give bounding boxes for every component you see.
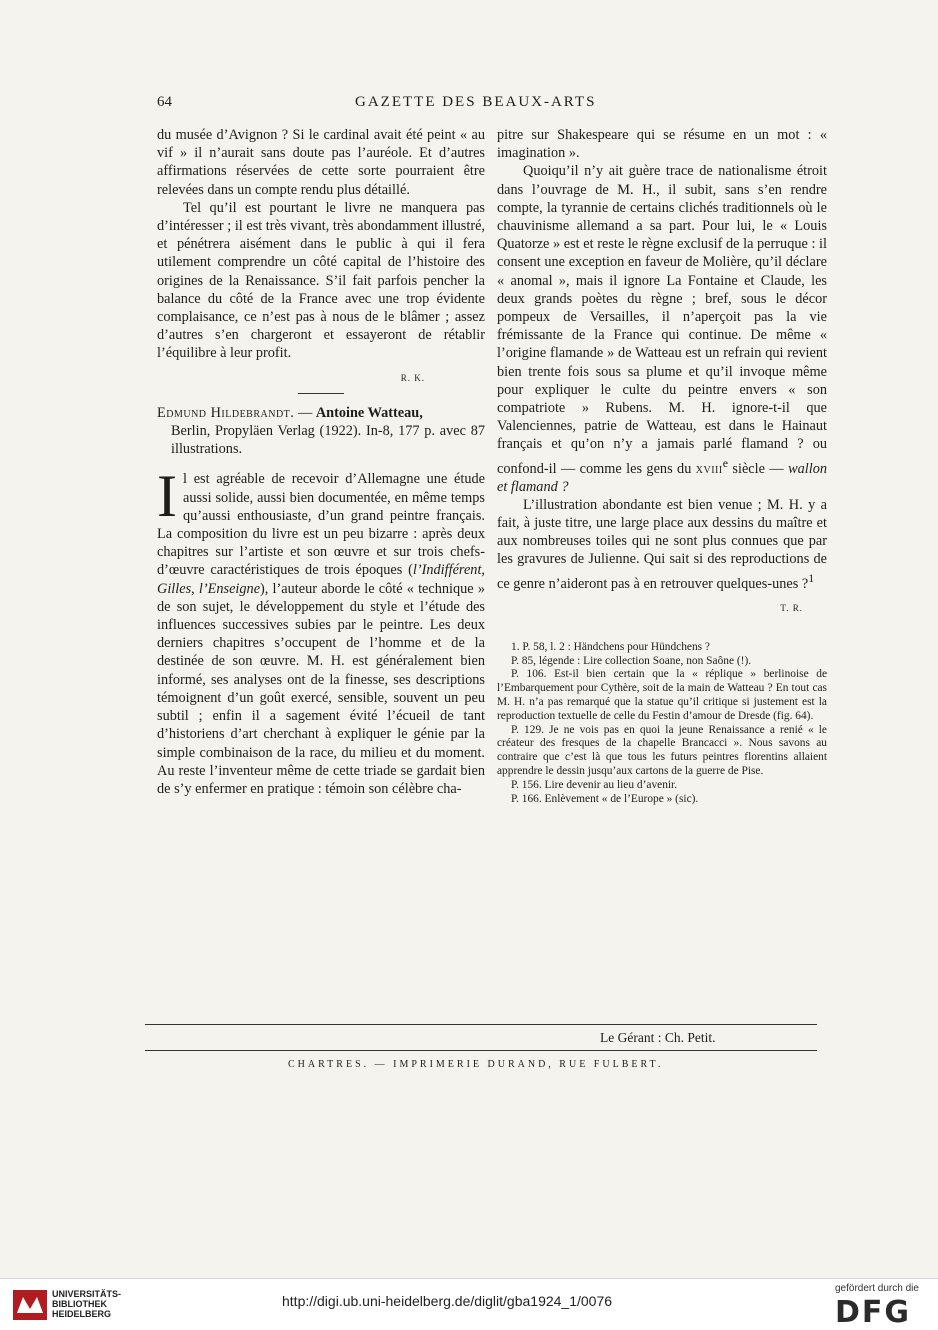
paragraph-mid: siècle — [728,460,789,477]
footnote-marker: 1 [808,570,815,585]
left-paragraph-1: du musée d’Avignon ? Si le cardinal avait été peint « au vif » il n’aurait sans doute pas l’auréole. Et d’autres affirmations réservées de cette sorte pourraient être relevées dans un compte rendu plus détaillé. [157,127,485,198]
footnote-6: P. 166. Enlèvement « de l’Europe » (sic). [511,792,699,805]
library-line-1: UNIVERSITÄTS- [52,1289,122,1299]
century-numeral: xviii [695,460,723,477]
paragraph-3-italic: l’Indifférent, Gilles, l’Enseigne [157,562,485,597]
right-column [497,126,827,806]
footnote-1: 1. P. 58, l. 2 : Händchens pour Hündchens ? [511,640,710,653]
left-paragraph-3 [157,463,485,798]
printer-line: CHARTRES. — IMPRIMERIE DURAND, RUE FULBERT. [288,1059,664,1070]
entry-author: Edmund Hildebrandt. [157,404,295,421]
library-seal-icon [12,1289,48,1321]
footnote-5: P. 156. Lire devenir au lieu d’avenir. [511,778,678,791]
signature-rk: R. K. [400,372,425,383]
library-line-3: HEIDELBERG [52,1309,112,1319]
right-paragraph-3 [497,496,827,593]
footnotes [497,641,827,807]
right-paragraph-1: pitre sur Shakespeare qui se résume en un mot : « imagination ». [497,127,827,162]
permalink-url[interactable]: http://digi.ub.uni-heidelberg.de/diglit/gba1924_1/0076 [282,1293,613,1309]
sponsor-caption: gefördert durch die [835,1283,919,1294]
paragraph-3-text: L’illustration abondante est bien venue ; M. H. y a fait, à juste titre, une large place aux dessins du maître et aux nombreuses toiles qui ne sont plus connues que par les gravures de Julienne. Qui sait si des reproductions de ce genre n’aideront pas à en retrouver quelques-unes ? [497,496,827,592]
section-divider [298,393,344,394]
footnote-3: P. 106. Est-il bien certain que la « réplique » berlinoise de l’Embarquement pour Cythère, soit de la main de Watteau ? En tout cas M. H. n’a pas remarqué que la statue qu’il critique si justement est la reproduction textuelle de celle du Festin d’amour de Dresde (fig. 64). [497,668,827,722]
bottom-rule-top [145,1024,817,1025]
page-number: 64 [157,94,172,110]
book-entry [157,404,485,422]
entry-dash: — [294,404,316,421]
bottom-rule-bottom [145,1050,817,1051]
left-paragraph-2: Tel qu’il est pourtant le livre ne manquera pas d’intéresser ; il est très vivant, très abondamment illustré, et pénétrera aisément dans le public à qui il fera utilement comprendre un côté capital de l’histoire des origines de la Renaissance. S’il fait parfois pencher la balance du côté de la France avec une trop évidente complaisance, ce n’est pas à nous de le blâmer ; assez d’autres s’en chargeront et essayeront de rétablir l’équilibre à leur profit. [157,199,485,362]
entry-details: Berlin, Propyläen Verlag (1922). In-8, 177 p. avec 87 illustrations. [171,423,485,458]
gerant-line: Le Gérant : Ch. Petit. [600,1030,716,1045]
signature-tr: T. R. [780,602,803,613]
right-paragraph-2 [497,162,827,495]
paragraph-3-rest: ), l’auteur aborde le côté « technique » de son sujet, le développement du style et l’étude des influences successives subies par le peintre. Les deux derniers chapitres s’occupent de l’homme et de la destinée de son œuvre. M. H. est généralement bien informé, ses analyses ont de la finesse, ses descriptions témoignent d’un goût exercé, sensible, souvent un peu subtil ; enfin il a sagement évité l’écueil de tant d’historiens d’art cherchant à expliquer le génie par la simple combinaison de la race, du milieu et du moment. Au reste l’inventeur même de cette triade se gardait bien de s’y enfermer en pratique : témoin son célèbre cha- [157,580,485,797]
century-superscript: e [722,455,728,470]
paragraph-3-lead: l est agréable de recevoir d’Allemagne une étude aussi solide, aussi bien documentée, en même temps qu’aussi enthousiaste, d’un grand peintre français. La composition du livre est un peu bizarre : après deux chapitres sur l’artiste et son œuvre et sur trois chefs-d’œuvre caractéristiques de trois époques ( [157,471,485,579]
library-name [52,1289,121,1319]
footnote-4: P. 129. Je ne vois pas en quoi la jeune Renaissance a renié « le créateur des fresques de la chapelle Brancacci ». Nous savons au contraire que c’est là que tous les futurs peintres florentins allaient apprendre le dessin jusqu’aux cartons de la guerre de Pise. [497,723,827,777]
footnote-2: P. 85, légende : Lire collection Soane, non Saône (!). [511,654,752,667]
paragraph-italic: wallon et flamand ? [497,460,827,495]
viewer-footer [0,1278,938,1330]
left-column [157,126,485,798]
review-body [157,463,485,798]
running-head: GAZETTE DES BEAUX-ARTS [355,94,597,110]
dfg-logo: DFG [835,1295,912,1330]
entry-title: Antoine Watteau, [315,404,423,421]
drop-cap: I [157,463,177,530]
paragraph-lead: Quoiqu’il n’y ait guère trace de nationalisme étroit dans l’ouvrage de M. H., il subit, sans s’en rendre compte, la tyrannie de certains clichés traditionnels où le chauvinisme allemand a sa part. Pour lui, le « Louis Quatorze » est et reste le règne exclusif de la perruque : il consent une exception en faveur de Molière, qu’il déclare « anomal », mais il ignore La Fontaine et Claude, les deux grands poètes du règne ; bref, sous le décor pompeux de Versailles, il n’aperçoit pas la vie frémissante de la France qui continue. De même « l’origine flamande » de Watteau est un refrain qui revient bien trente fois sous sa plume et qu’il invoque même pour expliquer le culte du peintre envers « son compatriote » Rubens. M. H. ignore-t-il que Valenciennes, patrie de Watteau, est dans le Hainaut français et qu’on n’y a jamais parlé flamand ? ou confond-il — comme les gens du [497,163,827,477]
library-line-2: BIBLIOTHEK [52,1299,107,1309]
